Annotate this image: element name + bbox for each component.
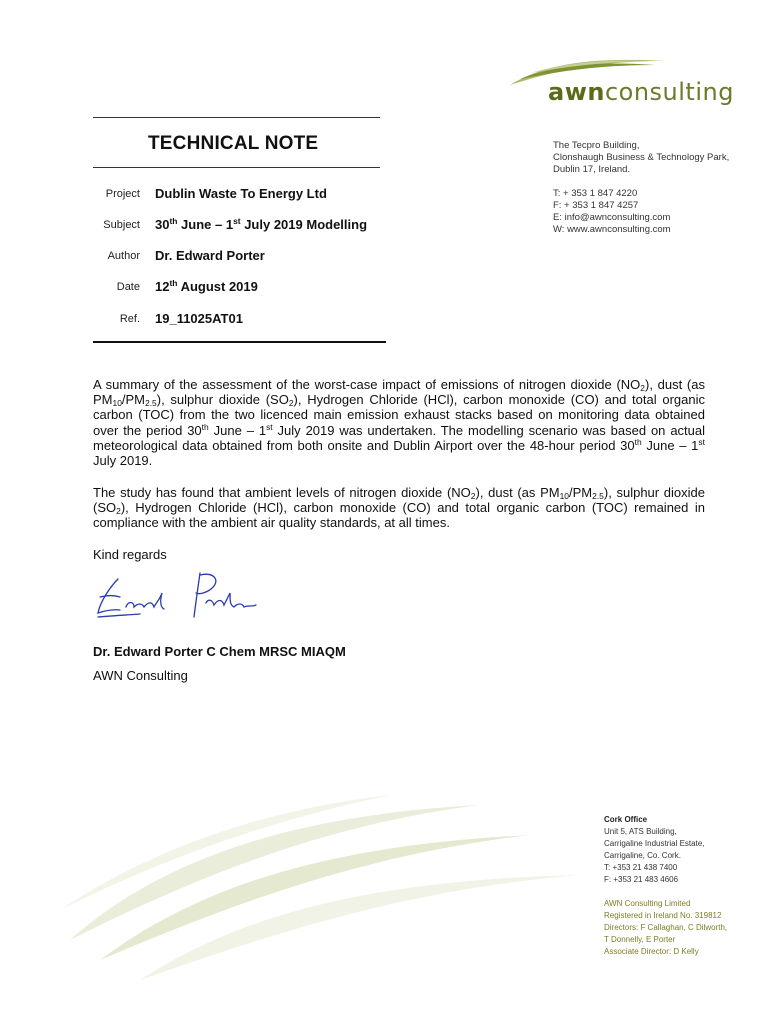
subject-value: 30th June – 1st July 2019 Modelling <box>155 216 368 232</box>
project-label: Project <box>105 188 140 200</box>
page-title: TECHNICAL NOTE <box>148 133 319 154</box>
header-divider <box>93 341 386 343</box>
company-directors-1: Directors: F Callaghan, C Dilworth, <box>604 923 728 932</box>
company-logo-text: awnconsulting <box>548 78 734 106</box>
address-fax: F: + 353 1 847 4257 <box>553 200 639 211</box>
company-directors-2: T Donnelly, E Porter <box>604 935 676 944</box>
company-registration: Registered in Ireland No. 319812 <box>604 911 722 920</box>
address-line-1: The Tecpro Building, <box>553 140 640 151</box>
title-rule-bottom <box>93 167 380 168</box>
address-email: E: info@awnconsulting.com <box>553 212 671 223</box>
address-tel: T: + 353 1 847 4220 <box>553 188 638 199</box>
cork-office-tel: T: +353 21 438 7400 <box>604 863 678 872</box>
cork-office-title: Cork Office <box>604 815 648 824</box>
decorative-swoosh <box>60 790 620 990</box>
date-label: Date <box>116 281 140 293</box>
address-line-2: Clonshaugh Business & Technology Park, <box>553 152 730 163</box>
summary-paragraph: A summary of the assessment of the worst-case impact of emissions of nitrogen dioxide $(NO_2)$, dust (as $PM_{10}/PM_{2.5}$), sulphur dioxide $(SO_2)$, Hydrogen Chloride (HCl), carbon monoxide (CO) and total organic carbon (TOC) from the two licenced main emission exhaust stacks based on monitoring data obtained over the period 30th June – 1st July 2019 was undertaken. The modelling scenario was based on actual meteorological data obtained from both onsite and Dublin Airport over the 48-hour period 30th June – 1st July 2019. <box>93 377 706 469</box>
address-web: W: www.awnconsulting.com <box>553 224 671 235</box>
date-value: 12th August 2019 <box>155 278 258 294</box>
subject-label: Subject <box>103 219 140 231</box>
title-rule-top <box>93 117 380 118</box>
findings-paragraph: The study has found that ambient levels of nitrogen dioxide $(NO_2)$, dust (as $PM_{10}/PM_{2.5}$), sulphur dioxide $(SO_2)$, Hydrogen Chloride (HCl), carbon monoxide (CO) and total organic carbon (TOC) remained in compliance with the ambient air quality standards, at all times. <box>93 485 705 531</box>
author-value: Dr. Edward Porter <box>155 248 265 263</box>
company-associate-director: Associate Director: D Kelly <box>604 947 699 956</box>
signer-name: Dr. Edward Porter C Chem MRSC MIAQM <box>93 644 346 659</box>
company-name: AWN Consulting Limited <box>604 899 691 908</box>
signature-image <box>90 567 265 627</box>
cork-office-line-3: Carrigaline, Co. Cork. <box>604 851 681 860</box>
ref-label: Ref. <box>119 313 140 325</box>
author-label: Author <box>107 250 140 262</box>
closing-text: Kind regards <box>93 547 167 562</box>
cork-office-line-2: Carrigaline Industrial Estate, <box>604 839 705 848</box>
signer-company: AWN Consulting <box>93 668 188 683</box>
ref-value: 19_11025AT01 <box>155 311 243 326</box>
project-value: Dublin Waste To Energy Ltd <box>155 186 327 201</box>
cork-office-fax: F: +353 21 483 4606 <box>604 875 679 884</box>
cork-office-line-1: Unit 5, ATS Building, <box>604 827 677 836</box>
address-line-3: Dublin 17, Ireland. <box>553 164 631 175</box>
